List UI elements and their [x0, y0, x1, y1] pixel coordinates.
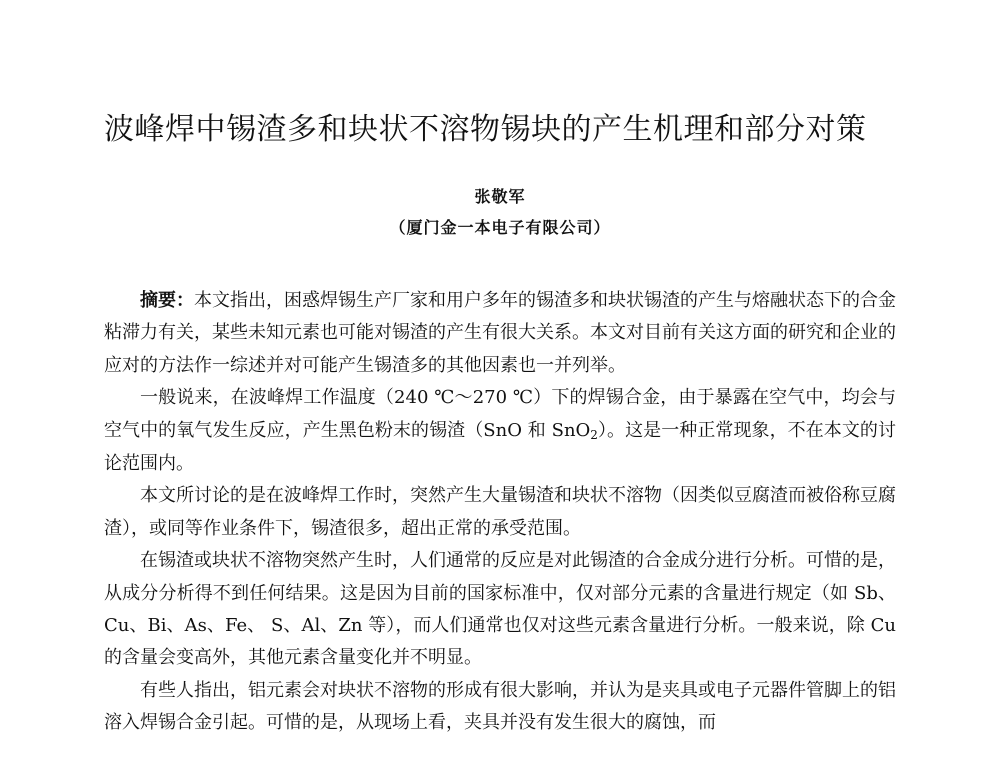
abstract-label: 摘要： — [140, 290, 194, 311]
body-text — [104, 285, 896, 740]
paragraph-4: 有些人指出，铝元素会对块状不溶物的形成有很大影响，并认为是夹具或电子元器件管脚上的铝溶入焊锡合金引起。可惜的是，从现场上看，夹具并没有发生很大的腐蚀，而 — [104, 679, 896, 734]
paragraph-1-part-2: ）。这是一种正常现象，不在本文的讨论范围内。 — [104, 419, 896, 475]
paragraph-2: 本文所讨论的是在波峰焊工作时，突然产生大量锡渣和块状不溶物（因类似豆腐渣而被俗称豆腐渣），或同等作业条件下，锡渣很多，超出正常的承受范围。 — [104, 485, 896, 539]
author-name: 张敬军 — [474, 187, 526, 206]
paragraph-3: 在锡渣或块状不溶物突然产生时，人们通常的反应是对此锡渣的合金成分进行分析。可惜的是，从成分分析得不到任何结果。这是因为目前的国家标准中，仅对部分元素的含量进行规定（如 Sb、Cu、Bi、As、Fe、 S、Al、Zn 等），而人们通常也仅对这些元素含量进行分析。一般来说，除 Cu 的含量会变高外，其他元素含量变化并不明显。 — [104, 550, 896, 669]
paper-title: 波峰焊中锡渣多和块状不溶物锡块的产生机理和部分对策 — [104, 112, 867, 147]
abstract-text: 本文指出，困惑焊锡生产厂家和用户多年的锡渣多和块状锡渣的产生与熔融状态下的合金粘滞力有关，某些未知元素也可能对锡渣的产生有很大关系。本文对目前有关这方面的研究和企业的应对的方法作一综述并对可能产生锡渣多的其他因素也一并列举。 — [104, 290, 896, 376]
abstract-paragraph — [104, 285, 896, 382]
paragraph-1 — [104, 382, 896, 480]
paragraph-1-part-1: 一般说来，在波峰焊工作温度（240 ℃～270 ℃）下的焊锡合金，由于暴露在空气中，均会与空气中的氧气发生反应，产生黑色粉末的锡渣（SnO 和 SnO — [104, 387, 896, 441]
author-affiliation: （厦门金一本电子有限公司） — [389, 218, 611, 237]
paragraph-1-subscript: 2 — [590, 427, 598, 442]
